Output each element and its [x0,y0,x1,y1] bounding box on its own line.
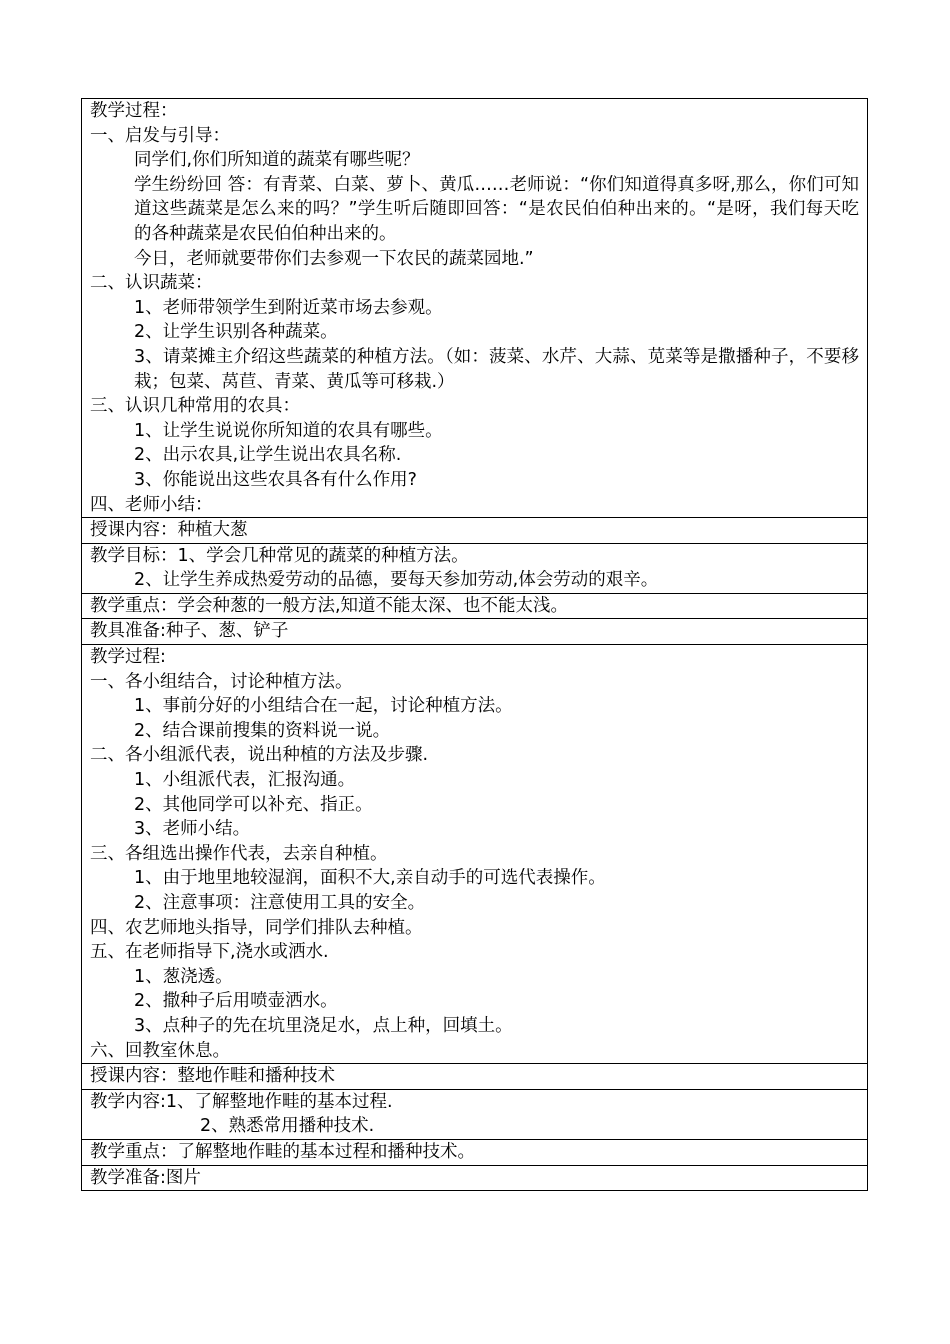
text-line: 教学目标：1、学会几种常见的蔬菜的种植方法。 [90,545,469,566]
row-tools-prep [82,619,868,645]
text-line: 2、出示农具,让学生说出农具名称. [134,445,402,466]
text-line: 1、葱浇透。 [134,966,233,987]
row-lesson-content-2 [82,1064,868,1090]
lesson-plan-table [81,98,868,1191]
text-line: 一、启发与引导： [90,125,230,146]
text-line: 2、让学生养成热爱劳动的品德，要每天参加劳动,体会劳动的艰辛。 [134,570,659,591]
row-teaching-prep-2 [82,1165,868,1191]
text-line: 2、撒种子后用喷壶洒水。 [134,991,338,1012]
cell-teaching-prep-2 [82,1165,868,1191]
text-line: 教学重点：了解整地作畦的基本过程和播种技术。 [90,1141,475,1162]
cell-teaching-goal-1 [82,543,868,593]
text-line: 1、让学生说说你所知道的农具有哪些。 [134,420,443,441]
text-line: 1、事前分好的小组结合在一起，讨论种植方法。 [134,696,513,717]
text-line: 1、小组派代表，汇报沟通。 [134,770,356,791]
text-line: 3、你能说出这些农具各有什么作用? [134,469,417,490]
text-line: 三、各组选出操作代表，去亲自种植。 [90,843,388,864]
cell-lesson-content-1 [82,518,868,544]
row-teaching-goal-1 [82,543,868,593]
text-line: 3、点种子的先在坑里浇足水，点上种，回填土。 [134,1015,513,1036]
cell-teaching-focus-1 [82,593,868,619]
text-line: 2、其他同学可以补充、指正。 [134,794,373,815]
text-line: 教学准备:图片 [90,1167,201,1188]
cell-teaching-process-2 [82,645,868,1064]
text-line: 教学内容:1、了解整地作畦的基本过程. [90,1091,393,1112]
text-line: 学生纷纷回 答：有青菜、白菜、萝卜、黄瓜……老师说：“你们知道得真多呀,那么，你们可知道这些蔬菜是怎么来的吗？”学生听后随即回答：“是农民伯伯种出来的。“是呀，我们每天吃的各种蔬菜是农民伯伯种出来的。 [134,174,859,244]
text-line: 教学过程： [90,101,178,121]
text-line: 五、在老师指导下,浇水或洒水. [90,942,329,963]
row-lesson-content-1 [82,518,868,544]
text-line: 四、农艺师地头指导，同学们排队去种植。 [90,917,423,938]
text-line: 1、老师带领学生到附近菜市场去参观。 [134,297,443,318]
row-teaching-process-1 [82,99,868,518]
text-line: 教学过程: [90,647,166,668]
text-line: 授课内容：整地作畦和播种技术 [90,1066,335,1087]
text-line: 一、各小组结合，讨论种植方法。 [90,671,353,692]
text-line: 二、各小组派代表，说出种植的方法及步骤. [90,745,429,766]
text-line: 1、由于地里地较湿润，面积不大,亲自动手的可选代表操作。 [134,868,606,889]
text-line: 授课内容：种植大葱 [90,520,248,541]
text-line: 2、注意事项：注意使用工具的安全。 [134,893,426,913]
text-line: 四、老师小结： [90,494,213,515]
row-teaching-process-2 [82,645,868,1064]
text-line: 六、回教室休息。 [90,1040,230,1061]
lesson-plan-body [82,99,868,1191]
text-line: 3、请菜摊主介绍这些蔬菜的种植方法。（如：菠菜、水芹、大蒜、苋菜等是撒播种子，不要移栽；包菜、莴苣、青菜、黄瓜等可移栽.） [134,346,859,392]
text-line: 2、让学生识别各种蔬菜。 [134,322,338,343]
text-line: 教具准备:种子、葱、铲子 [90,621,289,642]
cell-teaching-process-1 [82,99,868,518]
text-line: 3、老师小结。 [134,819,251,840]
text-line: 同学们,你们所知道的蔬菜有哪些呢？ [134,150,420,171]
text-line: 2、熟悉常用播种技术. [200,1116,375,1137]
text-line: 三、认识几种常用的农具： [90,396,300,417]
text-line: 2、结合课前搜集的资料说一说。 [134,720,391,741]
text-line: 二、认识蔬菜： [90,273,213,294]
row-teaching-content-2 [82,1089,868,1139]
cell-teaching-focus-2 [82,1139,868,1165]
cell-lesson-content-2 [82,1064,868,1090]
row-teaching-focus-1 [82,593,868,619]
cell-teaching-content-2 [82,1089,868,1139]
text-line: 教学重点：学会种葱的一般方法,知道不能太深、也不能太浅。 [90,595,569,616]
row-teaching-focus-2 [82,1139,868,1165]
cell-tools-prep [82,619,868,645]
text-line: 今日，老师就要带你们去参观一下农民的蔬菜园地.” [134,248,534,269]
